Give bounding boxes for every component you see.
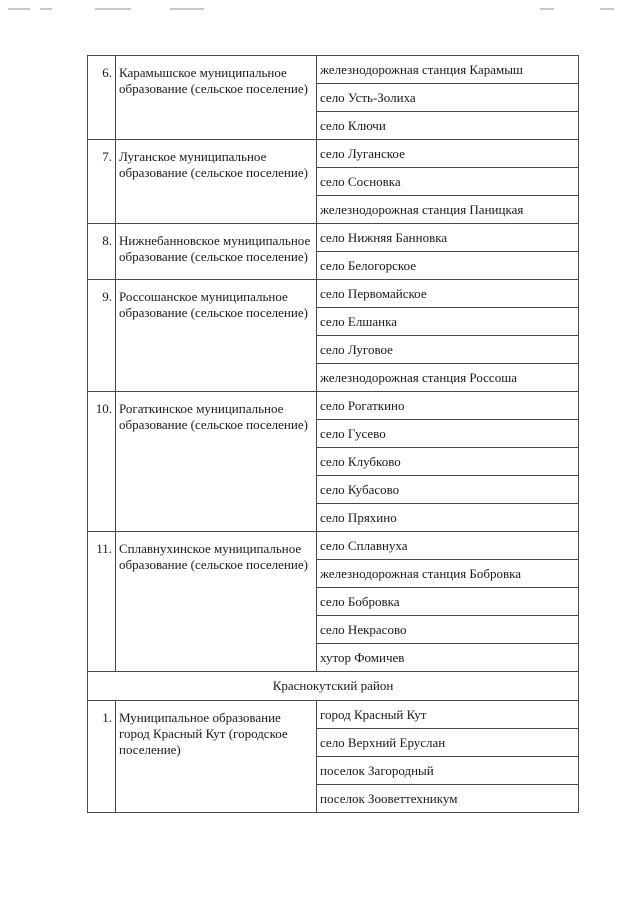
municipality-name: Луганское муниципальное образование (сельское поселение) [116,140,317,224]
settlement-name: село Верхний Еруслан [317,729,579,757]
table-row [88,532,579,560]
settlement-name: железнодорожная станция Бобровка [317,560,579,588]
municipality-name: Сплавнухинское муниципальное образование (сельское поселение) [116,532,317,672]
row-number: 11. [88,532,116,672]
settlement-name: село Пряхино [317,504,579,532]
municipality-name: Муниципальное образование город Красный Кут (городское поселение) [116,701,317,813]
settlement-name: село Усть-Золиха [317,84,579,112]
settlement-name: село Луговое [317,336,579,364]
settlement-name: поселок Загородный [317,757,579,785]
settlement-name: село Нижняя Банновка [317,224,579,252]
row-number: 6. [88,56,116,140]
settlement-name: село Клубково [317,448,579,476]
settlement-name: село Елшанка [317,308,579,336]
row-number: 1. [88,701,116,813]
settlement-name: железнодорожная станция Паницкая [317,196,579,224]
settlement-name: село Сосновка [317,168,579,196]
table-row [88,392,579,420]
row-number: 9. [88,280,116,392]
settlement-name: село Луганское [317,140,579,168]
municipality-name: Россошанское муниципальное образование (сельское поселение) [116,280,317,392]
settlement-name: хутор Фомичев [317,644,579,672]
settlement-name: село Гусево [317,420,579,448]
table-row [88,56,579,84]
municipality-name: Рогаткинское муниципальное образование (сельское поселение) [116,392,317,532]
settlement-name: село Бобровка [317,588,579,616]
table-row [88,701,579,729]
settlement-name: село Сплавнуха [317,532,579,560]
settlements-table [87,55,579,813]
row-number: 8. [88,224,116,280]
settlement-name: железнодорожная станция Россоша [317,364,579,392]
row-number: 10. [88,392,116,532]
scan-artifact-marks [0,8,640,18]
settlement-name: село Первомайское [317,280,579,308]
settlement-name: село Рогаткино [317,392,579,420]
settlement-name: поселок Зооветтехникум [317,785,579,813]
settlement-name: село Белогорское [317,252,579,280]
row-number: 7. [88,140,116,224]
table-row [88,140,579,168]
settlement-name: железнодорожная станция Карамыш [317,56,579,84]
municipality-name: Карамышское муниципальное образование (сельское поселение) [116,56,317,140]
table-body [88,56,579,813]
settlement-name: село Ключи [317,112,579,140]
settlement-name: город Красный Кут [317,701,579,729]
table-row [88,280,579,308]
municipality-name: Нижнебанновское муниципальное образование (сельское поселение) [116,224,317,280]
settlement-name: село Некрасово [317,616,579,644]
district-row [88,672,579,701]
district-heading: Краснокутский район [88,672,579,701]
settlement-name: село Кубасово [317,476,579,504]
table-row [88,224,579,252]
